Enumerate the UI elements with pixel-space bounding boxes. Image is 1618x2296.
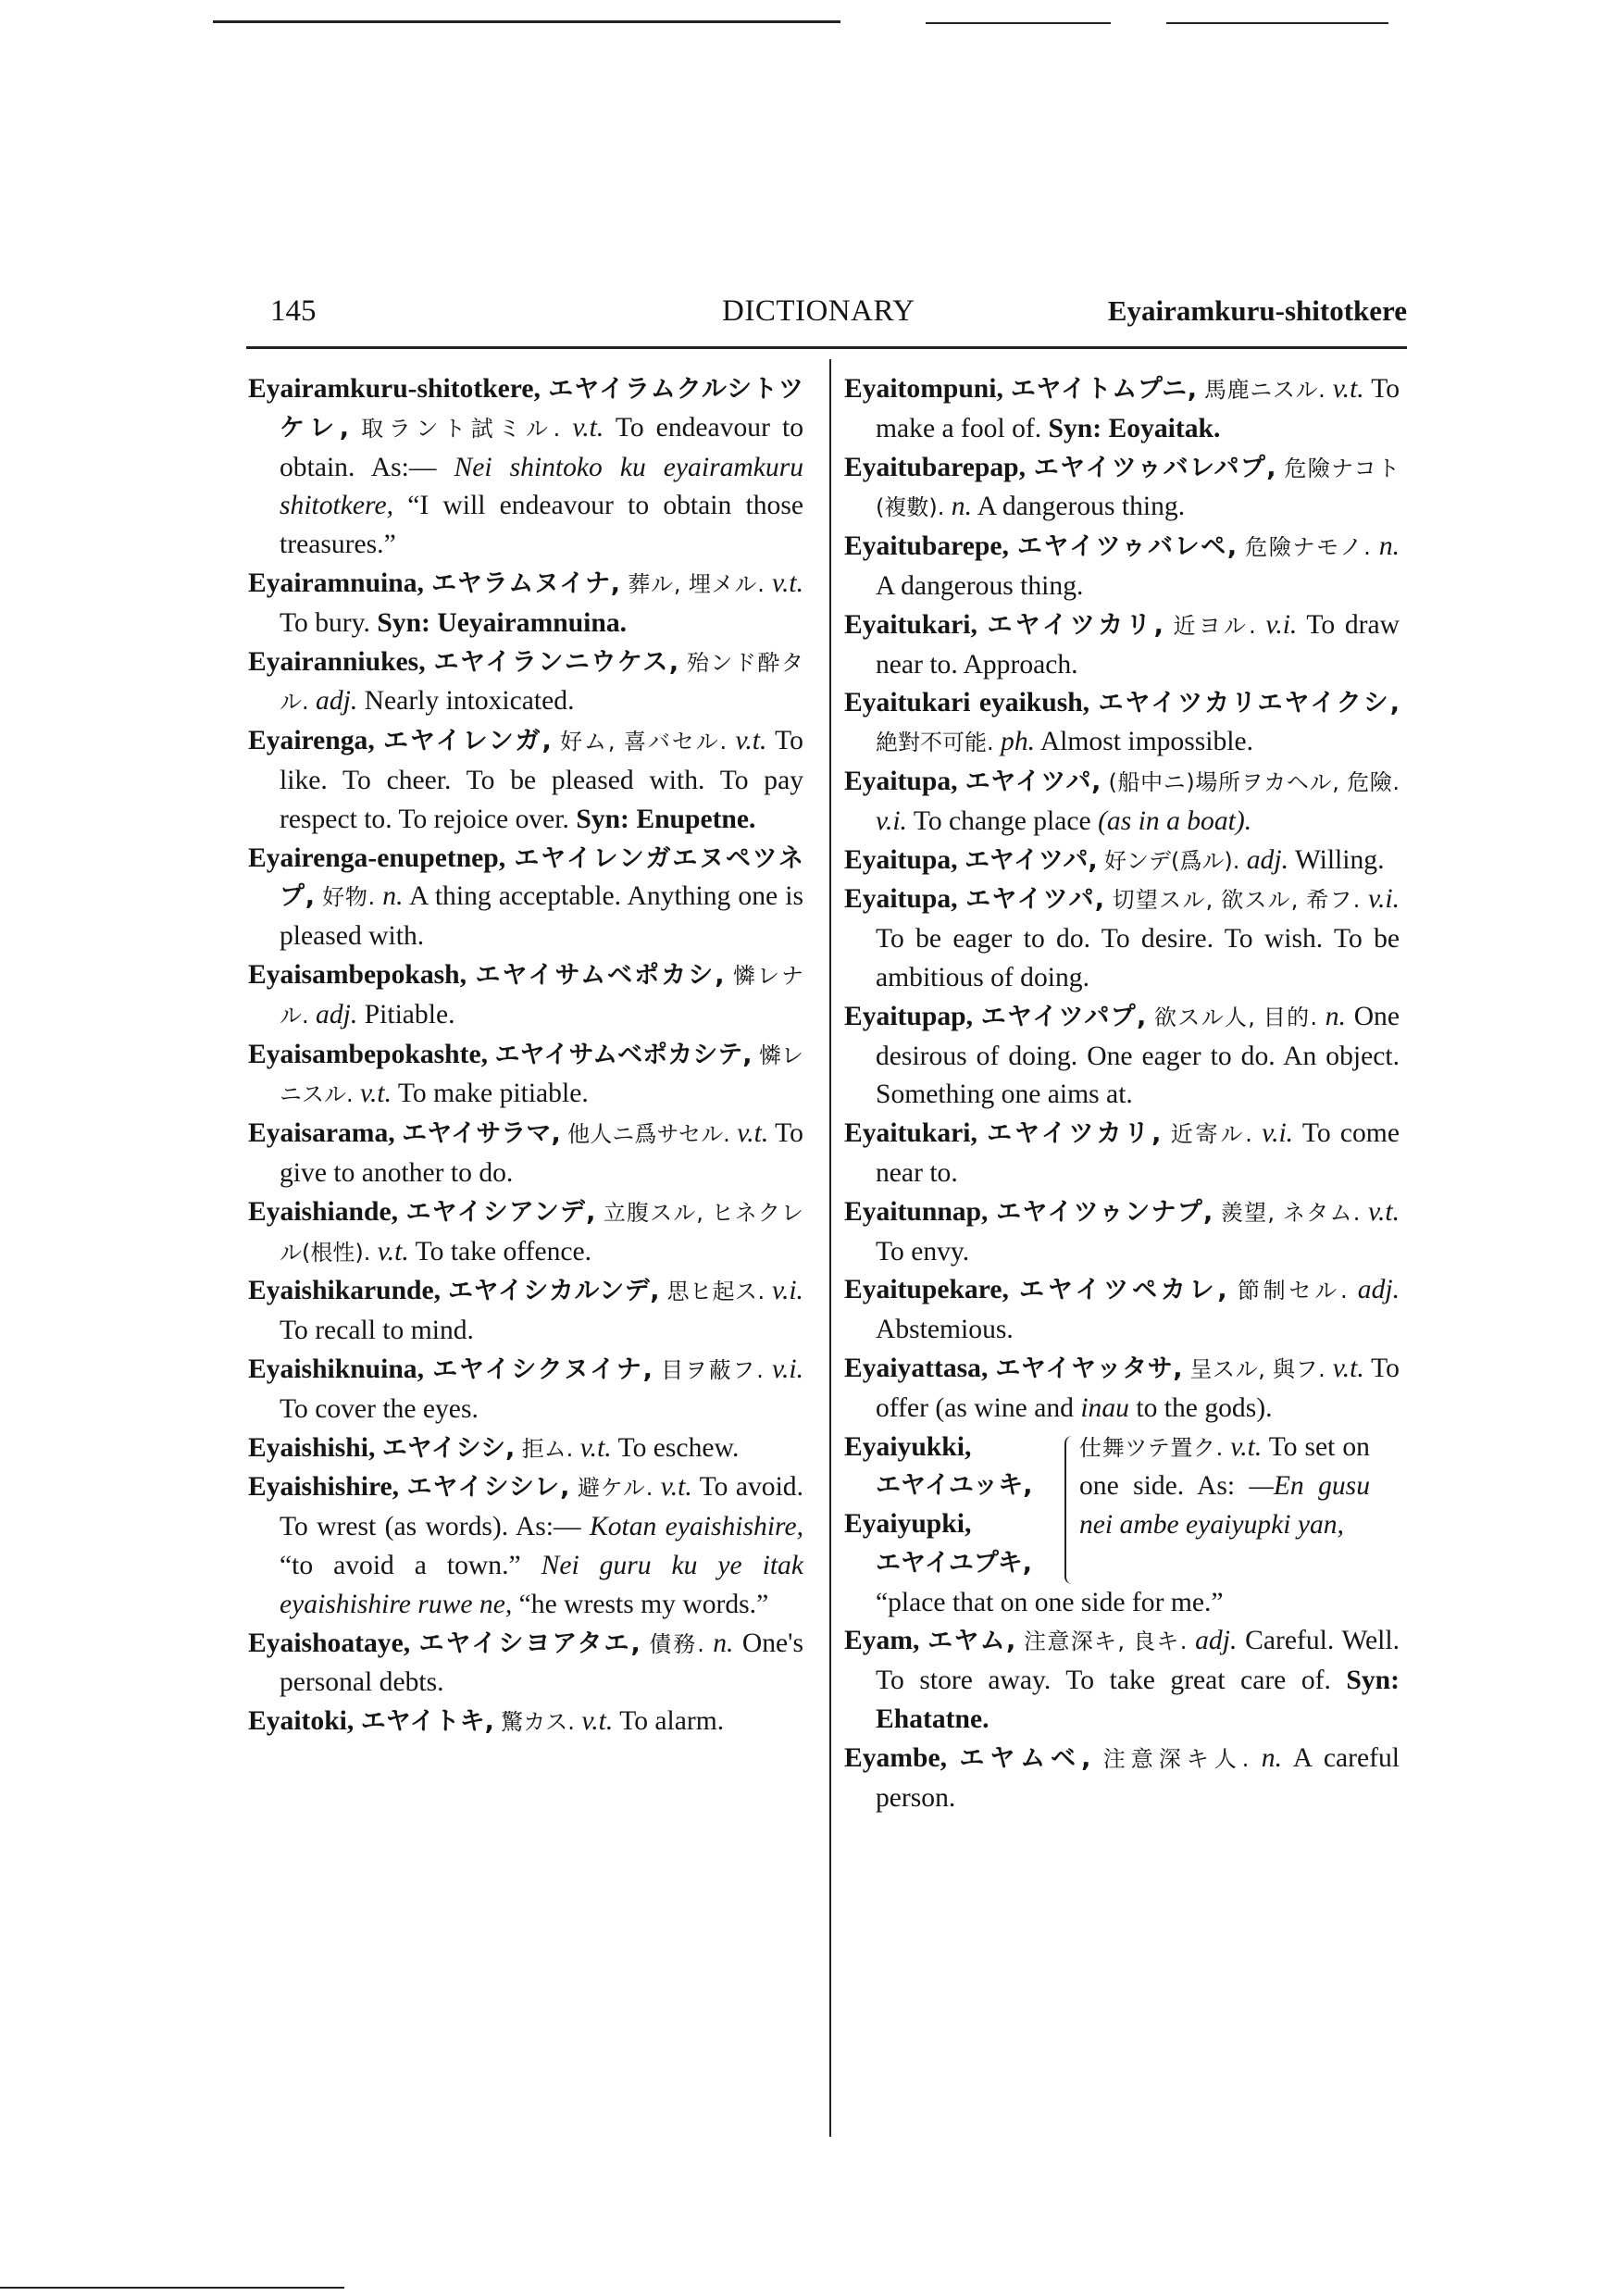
dictionary-entry — [844, 880, 1400, 997]
definition: To avoid. To wrest (as words). As:— — [280, 1472, 803, 1542]
part-of-speech: v.t. — [1332, 1353, 1364, 1383]
japanese-gloss: 呈スル, 與フ. — [1189, 1355, 1326, 1382]
dictionary-entry — [248, 840, 803, 956]
japanese-gloss: 憐レニスル. — [280, 1042, 804, 1108]
dictionary-entry — [248, 1351, 803, 1429]
dictionary-entry — [844, 842, 1400, 881]
japanese-gloss: 葬ル, 埋メル. — [628, 570, 765, 597]
right-column-tail-entries — [844, 1622, 1400, 1817]
part-of-speech: ph. — [1001, 727, 1036, 757]
headword: Eyambe, — [844, 1742, 947, 1773]
definition: A careful person. — [876, 1742, 1400, 1813]
kana-reading: エヤイトムプニ, — [1010, 375, 1197, 404]
part-of-speech: adj. — [316, 686, 358, 717]
kana-reading: エヤイツゥバレパプ, — [1033, 453, 1276, 482]
dictionary-entry — [844, 606, 1400, 685]
part-of-speech: adj. — [316, 999, 358, 1029]
part-of-speech: v.t. — [377, 1236, 409, 1267]
dictionary-entry — [844, 1740, 1400, 1818]
definition: To like. To cheer. To be pleased with. To pay respect to. To rejoice over. — [280, 726, 803, 834]
part-of-speech: adj. — [1357, 1275, 1400, 1305]
synonym: Enupetne. — [636, 804, 756, 834]
right-column-entries — [844, 370, 1400, 1429]
ainu-example-2: Nei guru ku ye itak eyaishishire ruwe ne, — [280, 1550, 803, 1619]
dictionary-entry — [248, 1193, 803, 1273]
kana-reading: エヤイシカルンデ, — [447, 1277, 660, 1306]
japanese-gloss: 憐レナル. — [280, 962, 804, 1029]
synonym: Ueyairamnuina. — [437, 607, 628, 638]
dictionary-entry — [844, 1350, 1400, 1429]
kana-reading: エヤイレンガ, — [383, 727, 552, 756]
definition: A dangerous thing. — [977, 492, 1186, 522]
definition-continued: “place that on one side for me.” — [876, 1587, 1224, 1617]
definition: To bury. — [280, 607, 370, 638]
kana-reading: エヤムベ, — [959, 1743, 1091, 1773]
definition: To envy. — [876, 1236, 970, 1267]
kana-reading: エヤイシアンデ, — [405, 1197, 596, 1227]
japanese-gloss: 近寄ル. — [1170, 1121, 1252, 1148]
japanese-gloss: 絶對不可能. — [876, 730, 994, 756]
definition: To draw near to. Approach. — [876, 609, 1400, 680]
dictionary-entry — [248, 643, 803, 723]
japanese-gloss: 殆ンド酔タル. — [280, 649, 803, 716]
headword: Eyaitupa, — [844, 884, 958, 915]
headword: Eyaisarama, — [248, 1118, 395, 1149]
japanese-gloss: 欲スル人, 目的. — [1153, 1004, 1318, 1030]
headword: Eyaishiande, — [248, 1196, 398, 1227]
japanese-gloss: 注意深キ人. — [1102, 1745, 1250, 1772]
dictionary-entry — [248, 1429, 803, 1469]
dictionary-entry — [844, 370, 1400, 449]
part-of-speech: adj. — [1246, 844, 1288, 875]
japanese-gloss: 債務. — [649, 1630, 704, 1657]
header-rule — [246, 346, 1407, 349]
kana-reading: エヤイサムベポカシテ, — [494, 1040, 753, 1069]
headword: Eyaitubarepe, — [844, 531, 1009, 562]
headword: Eyaishoataye, — [248, 1628, 411, 1658]
japanese-gloss: 思ヒ起ス. — [666, 1279, 765, 1305]
definition: To take offence. — [415, 1236, 592, 1267]
definition: To cover the eyes. — [280, 1393, 479, 1424]
part-of-speech: v.i. — [772, 1354, 803, 1384]
kana-reading: エヤイツカリエヤイクシ, — [1098, 689, 1400, 718]
part-of-speech: v.t. — [581, 1706, 614, 1737]
headword: Eyaitukari, — [844, 609, 977, 640]
headword: Eyaitukari, — [844, 1118, 977, 1149]
page-header — [270, 289, 1407, 339]
ainu-example: Kotan eyaishishire, — [589, 1512, 803, 1542]
japanese-gloss: 取ラント試ミル. — [361, 415, 561, 442]
dictionary-entry — [844, 998, 1400, 1115]
ainu-example: —En gusu nei ambe eyaiyupki yan, — [1079, 1471, 1370, 1541]
kana-reading: エヤム, — [927, 1627, 1016, 1656]
headword: Eyaitoki, — [248, 1706, 355, 1737]
part-of-speech: v.t. — [1230, 1431, 1263, 1462]
definition-continued: “I will endeavour to obtain those treasures.” — [280, 491, 803, 560]
ainu-example: Nei shintoko ku eyairamkuru shitotkere, — [280, 452, 804, 521]
synonym: Ehatatne. — [876, 1703, 989, 1734]
headword: Eyam, — [844, 1626, 920, 1656]
kana-reading: エヤイサムベポカシ, — [475, 960, 725, 990]
ainu-example: inau — [1080, 1392, 1129, 1423]
headword: Eyaishikarunde, — [248, 1276, 442, 1306]
page-number: 145 — [270, 294, 317, 328]
headword: Eyairanniukes, — [248, 646, 426, 677]
part-of-speech: v.i. — [876, 805, 907, 836]
kana-reading: エヤラムヌイナ, — [431, 568, 621, 598]
definition: To give to another to do. — [280, 1118, 803, 1188]
definition: Nearly intoxicated. — [364, 686, 575, 717]
definition: To offer (as wine and — [876, 1353, 1400, 1423]
headword: Eyaiyupki, — [844, 1509, 972, 1540]
definition: To recall to mind. — [280, 1316, 474, 1346]
japanese-gloss: 仕舞ツテ置ク. — [1079, 1434, 1224, 1461]
definition: To change place — [913, 805, 1091, 836]
definition: To alarm. — [619, 1706, 725, 1737]
japanese-gloss: 驚カス. — [501, 1709, 575, 1736]
synonym: Eoyaitak. — [1108, 413, 1221, 443]
headword: Eyaitupap, — [844, 1001, 973, 1031]
kana-reading: エヤイラムクルシトツケレ, — [280, 375, 803, 443]
kana-reading: エヤイシシレ, — [406, 1473, 570, 1503]
headword: Eyaitupa, — [844, 844, 958, 875]
kana-reading: エヤイツカリ, — [987, 610, 1164, 640]
part-of-speech: v.t. — [772, 568, 803, 598]
definition: Almost impossible. — [1039, 727, 1254, 757]
definition: To come near to. — [876, 1118, 1400, 1188]
kana-reading: エヤイユプキ, — [876, 1548, 1033, 1578]
japanese-gloss: 他人ニ爲サセル. — [567, 1121, 730, 1148]
headword: Eyaiyukki, — [844, 1431, 972, 1462]
part-of-speech: n. — [1261, 1742, 1282, 1773]
japanese-gloss: 好物. — [322, 884, 376, 911]
top-scan-rule-middle — [926, 22, 1111, 24]
definition-continued-2: “he wrests my words.” — [518, 1589, 769, 1619]
headword: Eyaisambepokashte, — [248, 1039, 488, 1069]
dictionary-entry — [248, 1703, 803, 1742]
definition: One's personal debts. — [280, 1628, 803, 1698]
dictionary-entry — [844, 684, 1400, 763]
headword: Eyaitupekare, — [844, 1275, 1009, 1305]
part-of-speech: n. — [382, 881, 404, 912]
kana-reading: エヤイツペカレ, — [1019, 1276, 1227, 1305]
dictionary-entry — [844, 528, 1400, 606]
part-of-speech: v.i. — [1368, 884, 1400, 915]
dictionary-entry — [248, 370, 803, 565]
compound-definition-block — [1079, 1429, 1370, 1545]
japanese-gloss: 羨望, ネタム. — [1220, 1199, 1361, 1226]
kana-reading: エヤイユッキ, — [876, 1471, 1033, 1501]
part-of-speech: v.i. — [1262, 1118, 1294, 1149]
headword: Eyaitompuni, — [844, 374, 1003, 404]
kana-reading: エヤイツパ, — [965, 885, 1104, 915]
japanese-gloss: 避ケル. — [577, 1475, 653, 1502]
definition: A dangerous thing. — [876, 570, 1084, 601]
japanese-gloss: 立腹スル, ヒネクレル(根性). — [280, 1199, 803, 1266]
synonym-label: Syn: — [377, 607, 430, 638]
japanese-gloss: 目ヲ蔽フ. — [661, 1356, 764, 1383]
japanese-gloss: 危險ナコト(複數). — [876, 455, 1400, 521]
part-of-speech: v.t. — [737, 1118, 769, 1149]
definition-continued: to the gods). — [1136, 1392, 1273, 1423]
definition: To endeavour to obtain. As:— — [280, 412, 803, 482]
top-scan-rule-right — [1166, 22, 1388, 24]
dictionary-entry — [248, 1625, 803, 1703]
headword: Eyaitunnap, — [844, 1196, 989, 1227]
headword: Eyaitubarepap, — [844, 452, 1026, 482]
dictionary-entry — [248, 1272, 803, 1351]
headword: Eyaishiknuina, — [248, 1354, 425, 1384]
dictionary-entry — [844, 449, 1400, 529]
part-of-speech: v.t. — [579, 1432, 612, 1463]
definition: To set on one side. As: — [1079, 1431, 1370, 1502]
part-of-speech: n. — [1378, 531, 1400, 562]
dictionary-entry — [844, 1193, 1400, 1272]
dictionary-entry — [844, 763, 1400, 842]
part-of-speech: v.t. — [1332, 374, 1364, 404]
definition: One desirous of doing. One eager to do. An object. Something one aims at. — [876, 1001, 1400, 1110]
definition: Willing. — [1294, 844, 1385, 875]
definition: To be eager to do. To desire. To wish. To be ambitious of doing. — [876, 924, 1400, 992]
part-of-speech: adj. — [1195, 1626, 1238, 1656]
part-of-speech: v.t. — [660, 1472, 692, 1503]
headword: Eyairenga, — [248, 726, 375, 756]
kana-reading: エヤイトキ, — [360, 1707, 494, 1737]
kana-reading: エヤイレンガエヌペツネプ, — [280, 843, 803, 912]
dictionary-entry — [844, 1271, 1400, 1350]
japanese-gloss: 馬鹿ニスル. — [1204, 377, 1326, 403]
part-of-speech: v.t. — [1368, 1196, 1400, 1227]
japanese-gloss: (船中ニ)場所ヲカヘル, 危險. — [1108, 768, 1400, 795]
dictionary-entry — [248, 956, 803, 1036]
column-divider — [829, 359, 831, 2137]
dictionary-entry — [248, 565, 803, 643]
kana-reading: エヤイツゥバレペ, — [1016, 532, 1238, 562]
definition-continued: “to avoid a town.” — [280, 1550, 521, 1580]
kana-reading: エヤイサラマ, — [402, 1119, 561, 1149]
compound-brace — [1064, 1436, 1079, 1584]
definition: Careful. Well. To store away. To take great care of. — [876, 1626, 1400, 1696]
guide-word: Eyairamkuru-shitotkere — [1107, 294, 1407, 327]
part-of-speech: n. — [713, 1628, 734, 1658]
part-of-speech: v.t. — [735, 726, 767, 756]
kana-reading: エヤイツパ, — [965, 767, 1101, 796]
kana-reading: エヤイツカリ, — [987, 1119, 1162, 1149]
bottom-scan-rule — [0, 2287, 344, 2289]
kana-reading: エヤイシクヌイナ, — [432, 1354, 653, 1384]
left-column — [248, 370, 803, 1742]
kana-reading: エヤイシヨアタエ, — [418, 1628, 641, 1658]
dictionary-entry — [844, 1622, 1400, 1739]
japanese-gloss: 切望スル, 欲スル, 希フ. — [1112, 887, 1361, 914]
synonym-label: Syn: — [576, 804, 629, 834]
kana-reading: エヤイツパプ, — [980, 1002, 1147, 1031]
part-of-speech: v.i. — [1265, 609, 1298, 640]
definition: Abstemious. — [876, 1315, 1014, 1345]
japanese-gloss: 近ヨル. — [1173, 612, 1256, 639]
kana-reading: エヤイランニウケス, — [433, 647, 679, 677]
running-title: DICTIONARY — [722, 294, 915, 328]
headword: Eyaishishi, — [248, 1432, 376, 1463]
headword: Eyaishishire, — [248, 1472, 400, 1503]
japanese-gloss: 節制セル. — [1237, 1278, 1348, 1304]
kana-reading: エヤイシシ, — [381, 1433, 516, 1463]
synonym-label: Syn: — [1346, 1666, 1400, 1696]
japanese-gloss: 拒ム. — [521, 1435, 574, 1462]
japanese-gloss: 好ム, 喜バセル. — [560, 729, 728, 755]
top-scan-rule-left — [213, 20, 840, 23]
compound-headword-group — [844, 1429, 1064, 1583]
part-of-speech: v.t. — [572, 412, 604, 443]
headword: Eyaiyattasa, — [844, 1353, 989, 1383]
headword: Eyaitukari eyaikush, — [844, 688, 1090, 718]
part-of-speech: v.i. — [772, 1276, 803, 1306]
dictionary-entry-compound — [844, 1429, 1400, 1623]
synonym-label: Syn: — [1048, 413, 1102, 443]
definition: Pitiable. — [364, 999, 455, 1029]
headword: Eyairamnuina, — [248, 568, 424, 598]
part-of-speech: n. — [951, 492, 972, 522]
headword: Eyairenga-enupetnep, — [248, 842, 506, 873]
definition: To eschew. — [617, 1432, 740, 1463]
definition: To make a fool of. — [876, 374, 1400, 443]
part-of-speech: n. — [1325, 1001, 1346, 1031]
japanese-gloss: 注意深キ, 良キ. — [1023, 1628, 1188, 1655]
dictionary-entry — [248, 1115, 803, 1193]
headword: Eyaitupa, — [844, 766, 958, 796]
ainu-example: (as in a boat). — [1098, 805, 1252, 836]
dictionary-entry — [248, 722, 803, 839]
definition: To make pitiable. — [397, 1079, 589, 1109]
definition: A thing acceptable. Anything one is pleased with. — [280, 881, 804, 952]
japanese-gloss: 好ンデ(爲ル). — [1103, 847, 1240, 874]
japanese-gloss: 危險ナモノ. — [1245, 534, 1371, 561]
dictionary-entry — [844, 1115, 1400, 1193]
headword: Eyaisambepokash, — [248, 959, 467, 990]
dictionary-entry — [248, 1468, 803, 1624]
kana-reading: エヤイヤッタサ, — [995, 1354, 1183, 1383]
kana-reading: エヤイツゥンナプ, — [996, 1197, 1214, 1227]
part-of-speech: v.t. — [360, 1079, 392, 1109]
headword: Eyairamkuru-shitotkere, — [248, 374, 541, 404]
dictionary-entry — [248, 1036, 803, 1116]
kana-reading: エヤイツパ, — [964, 845, 1098, 875]
right-column — [844, 370, 1400, 1817]
